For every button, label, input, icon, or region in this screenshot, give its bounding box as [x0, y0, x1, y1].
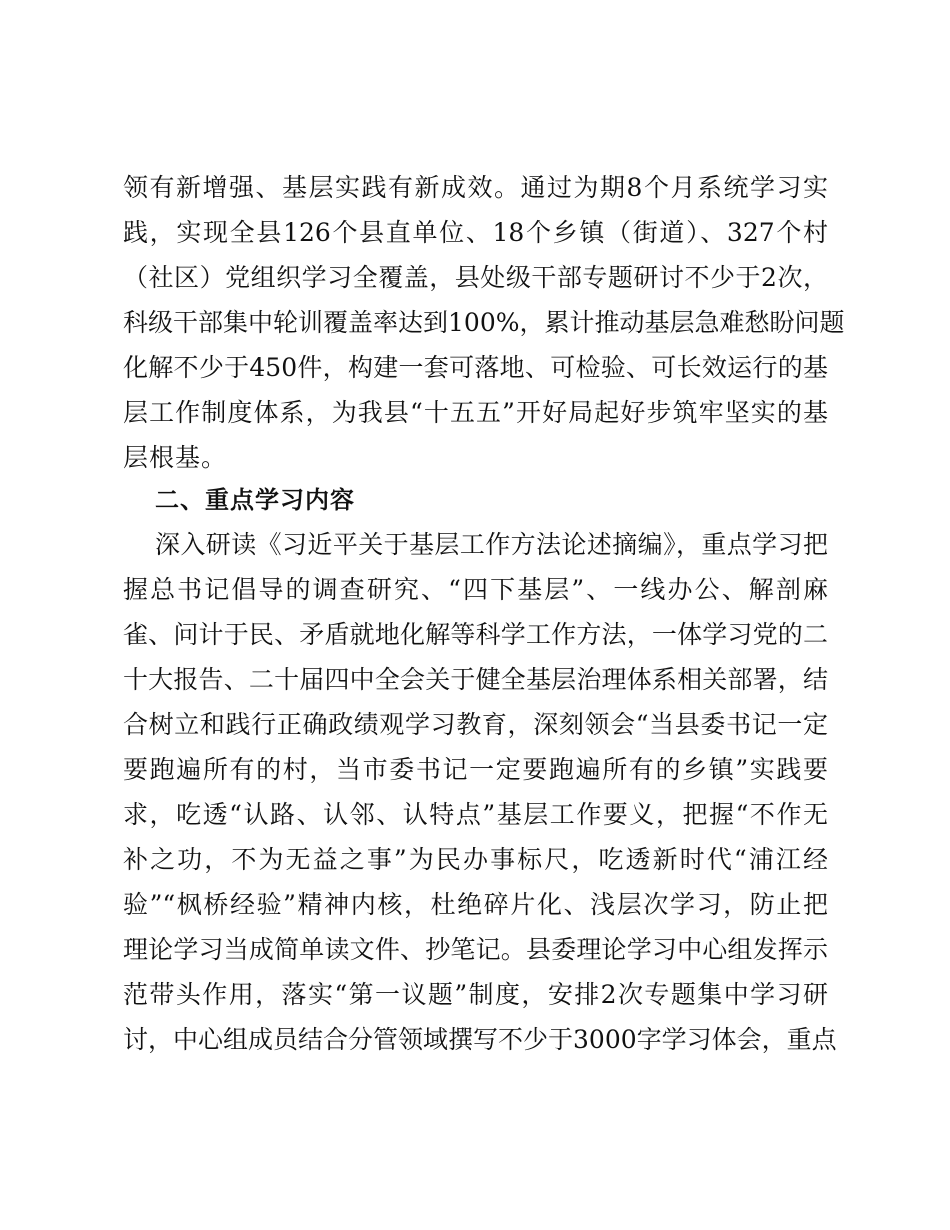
paragraph-line: 要跑遍所有的村，当市委书记一定要跑遍所有的乡镇”实践要	[123, 755, 828, 784]
paragraph-line: 理论学习当成简单读文件、抄笔记。县委理论学习中心组发挥示	[123, 935, 828, 964]
paragraph-line: 握总书记倡导的调查研究、“四下基层”、一线办公、解剖麻	[123, 575, 828, 604]
paragraph-line: 十大报告、二十届四中全会关于健全基层治理体系相关部署，结	[123, 665, 828, 694]
paragraph-line: 层工作制度体系，为我县“十五五”开好局起好步筑牢坚实的基	[123, 398, 828, 427]
paragraph-line: 践，实现全县126个县直单位、18个乡镇（街道）、327个村	[123, 218, 828, 247]
paragraph-line: 求，吃透“认路、认邻、认特点”基层工作要义，把握“不作无	[123, 800, 828, 829]
paragraph-line: 雀、问计于民、矛盾就地化解等科学工作方法，一体学习党的二	[123, 620, 828, 649]
paragraph-line: 验”“枫桥经验”精神内核，杜绝碎片化、浅层次学习，防止把	[123, 890, 828, 919]
paragraph-line: 领有新增强、基层实践有新成效。通过为期8个月系统学习实	[123, 173, 828, 202]
paragraph-line: 化解不少于450件，构建一套可落地、可检验、可长效运行的基	[123, 353, 828, 382]
paragraph-line: 范带头作用，落实“第一议题”制度，安排2次专题集中学习研	[123, 980, 828, 1009]
paragraph-line: 科级干部集中轮训覆盖率达到100%，累计推动基层急难愁盼问题	[123, 308, 845, 337]
paragraph-line: 讨，中心组成员结合分管领域撰写不少于3000字学习体会，重点	[123, 1025, 837, 1054]
paragraph-line: 合树立和践行正确政绩观学习教育，深刻领会“当县委书记一定	[123, 710, 828, 739]
paragraph-line-indented: 深入研读《习近平关于基层工作方法论述摘编》，重点学习把	[155, 530, 828, 559]
paragraph-line: （社区）党组织学习全覆盖，县处级干部专题研讨不少于2次，	[123, 263, 828, 292]
section-heading: 二、重点学习内容	[155, 486, 355, 514]
paragraph-line: 层根基。	[123, 443, 228, 472]
paragraph-line: 补之功，不为无益之事”为民办事标尺，吃透新时代“浦江经	[123, 845, 828, 874]
